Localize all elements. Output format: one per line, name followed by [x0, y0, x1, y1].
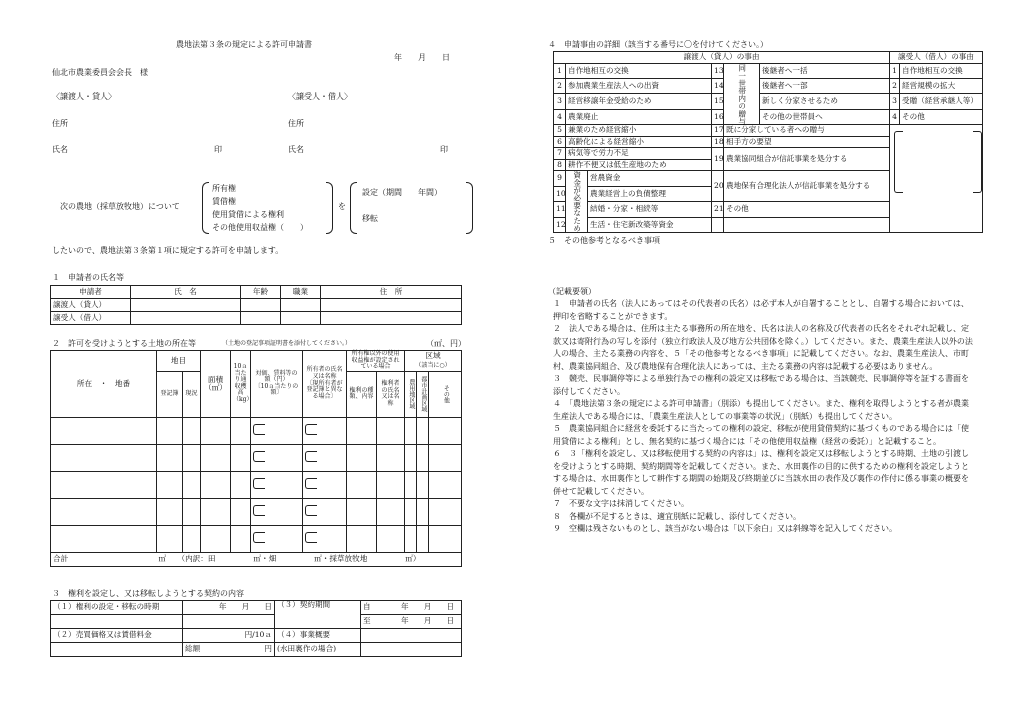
reason-text: 経営移譲年金受給のため: [566, 94, 712, 109]
rent-sub: 〔10ａ当たりの額〕: [254, 382, 299, 397]
cell[interactable]: [429, 417, 462, 444]
col-kind: 権利の種類、内容: [347, 371, 377, 417]
cell[interactable]: [157, 471, 183, 498]
col-applicant: 申請者: [51, 286, 131, 299]
cell[interactable]: [405, 525, 417, 552]
col-chimoku: 地目: [157, 351, 201, 372]
reason-text: 自作地相互の交換: [566, 63, 712, 78]
intro-text: 次の農地（採草放牧地）について: [60, 202, 180, 211]
total-label-cell: [51, 552, 157, 566]
reason-num: 11: [554, 202, 566, 217]
cell[interactable]: [183, 471, 201, 498]
cell[interactable]: [201, 471, 231, 498]
reason-text: 相手方の要望: [724, 136, 890, 148]
col-yield: 10ａ当たり通収穫高（kg）: [231, 351, 251, 418]
business-value[interactable]: [361, 629, 462, 643]
reason-text: 後継者へ一括: [760, 63, 890, 78]
cell[interactable]: [347, 471, 377, 498]
transferee-address-label: 住所: [288, 119, 304, 128]
transferor-name-label: 氏名: [52, 145, 68, 154]
transferee-label: 〈譲受人・借人〉: [288, 92, 352, 101]
reason-text: 兼業のため経営縮小: [566, 125, 712, 137]
left-brace: [202, 182, 209, 234]
section5-title: ５ その他参考となるべき事項: [548, 236, 660, 245]
col-city-zone: 都市計画区域: [417, 371, 429, 417]
cell[interactable]: [51, 417, 157, 444]
total-unit: ㎡: [158, 554, 167, 564]
cell[interactable]: [281, 312, 321, 325]
reason-num: 7: [554, 148, 566, 160]
reason-num: 2: [890, 78, 900, 93]
cell[interactable]: [429, 471, 462, 498]
other-box[interactable]: [890, 125, 983, 233]
notes-list: [553, 298, 973, 536]
cell[interactable]: [183, 417, 201, 444]
section2-unit: （㎡、円）: [426, 339, 466, 348]
note-item: ２ 法人である場合は、住所は主たる事務所の所在地を、氏名は法人の名称及び代表者の氏名をそれぞれ記載し、定款又は寄附行為の写しを添付（独立行政法人及び地方公共団体を除く。）してください。また、農業生産法人以外の法人の場合、主たる業務の内容を、５「その他参考となるべき事項」に記載してください。なお、農業生産法人、市町村、農業協同組合、及び農地保有合理化法人にあっては、主たる業務の内容は記載する必要はありません。: [553, 324, 973, 371]
reason-num: 1: [890, 63, 900, 78]
contract-table: [50, 600, 462, 657]
col-age: 年齢: [241, 286, 281, 299]
business-sub: (水田裏作の場合): [275, 643, 361, 657]
cell[interactable]: [251, 525, 303, 552]
reason-num: 18: [712, 136, 724, 148]
reason-num: 3: [554, 94, 566, 109]
reason-num: 20: [712, 171, 724, 202]
reason-text: その他: [900, 109, 983, 124]
note-item: ３ 競売、民事調停等による単独行為での権利の設定又は移転である場合は、当該競売、民事調停等を証する書面を添付してください。: [553, 374, 969, 396]
cell[interactable]: [429, 498, 462, 525]
reason-text: その他: [724, 202, 890, 217]
cell[interactable]: [183, 525, 201, 552]
right-type-4: その他使用収益権（ ）: [212, 223, 308, 232]
col-owner: [303, 351, 347, 418]
note-item: ８ 各欄が不足するときは、適宜別紙に記載し、添付してください。: [553, 511, 801, 521]
col-area-type: [405, 351, 462, 372]
cell[interactable]: [417, 471, 429, 498]
cell: [183, 615, 275, 629]
cell[interactable]: [417, 444, 429, 471]
cell[interactable]: [201, 444, 231, 471]
reason-num: 9: [554, 171, 566, 186]
notes-title: （記載要領）: [548, 287, 596, 296]
cell[interactable]: [347, 417, 377, 444]
other-bracket-right: [973, 131, 982, 193]
transferor-seal: 印: [214, 145, 222, 154]
reason-num: 8: [554, 159, 566, 171]
cell[interactable]: [231, 417, 251, 444]
cell[interactable]: [405, 498, 417, 525]
cell[interactable]: [51, 498, 157, 525]
cell[interactable]: [251, 471, 303, 498]
reason-text: 新しく分家させるため: [760, 94, 890, 109]
cell[interactable]: [405, 417, 417, 444]
cell[interactable]: [231, 498, 251, 525]
period-to[interactable]: 至 年 月 日: [361, 615, 462, 629]
section2-title: ２ 許可を受けようとする土地の所在等: [52, 339, 196, 348]
reason-text: 耕作不便又は低生産地のため: [566, 159, 712, 171]
section2-note: （土地の登記事項証明書を添付してください。）: [222, 340, 352, 347]
total-price-cell[interactable]: [183, 643, 275, 657]
reason-text: 農業協同組合が信託事業を処分する: [724, 148, 890, 171]
cell[interactable]: [201, 525, 231, 552]
left-brace-2: [350, 182, 357, 234]
reason-text: 結婚・分家・相続等: [588, 202, 712, 217]
date-label: 年 月 日: [394, 53, 450, 62]
cell[interactable]: [321, 312, 462, 325]
cell[interactable]: [201, 417, 231, 444]
reason-text: 既に分家している者への贈与: [724, 125, 890, 137]
reason-text: 農業廃止: [566, 109, 712, 124]
cell[interactable]: [183, 444, 201, 471]
col-area: 面積（㎡）: [201, 351, 231, 418]
reason-text: 営農資金: [588, 171, 712, 186]
total-breakdown: （内訳：田 ㎡・畑 ㎡・採草放牧地 ㎡）: [181, 554, 421, 564]
cell[interactable]: [377, 444, 405, 471]
cell[interactable]: [377, 525, 405, 552]
reason-num: 5: [554, 125, 566, 137]
cell[interactable]: [157, 498, 183, 525]
cell[interactable]: [417, 525, 429, 552]
row-transferor: 譲渡人（貸人）: [51, 299, 131, 312]
reason-num: 3: [890, 94, 900, 109]
reason-table: [553, 51, 983, 233]
reason-text: 高齢化による経営縮小: [566, 136, 712, 148]
mid-group-label: 同一世帯内の贈与: [724, 63, 760, 125]
fund-group-label: 資金が必要なため: [566, 171, 588, 233]
reason-text: 受贈（経営承継人等）: [900, 94, 983, 109]
price-label: （２）売買価格又は賃借料金: [51, 629, 183, 643]
cell[interactable]: [157, 417, 183, 444]
cell[interactable]: [231, 525, 251, 552]
reason-text: その他の世帯員へ: [760, 109, 890, 124]
row-transferee: 譲受人（借人）: [51, 312, 131, 325]
cell[interactable]: [281, 299, 321, 312]
reason-num: 6: [554, 136, 566, 148]
act-setting: 設定（期間 年間）: [362, 188, 442, 197]
cell[interactable]: [183, 498, 201, 525]
applicant-table: [50, 285, 462, 325]
land-table: [50, 350, 462, 567]
reason-text: 農地保有合理化法人が信託事業を処分する: [724, 171, 890, 202]
other-bracket-left: [894, 131, 903, 193]
col-farmland-zone: 農用地区域: [405, 371, 417, 417]
business-label: （４）事業概要: [275, 629, 361, 643]
wo-text: を: [338, 202, 346, 211]
reason-num: 21: [712, 202, 724, 217]
reason-num: 17: [712, 125, 724, 137]
note-item: ４ 「農地法第３条の規定による許可申請書」（別添）も提出してください。また、権利を取得しようとする者が農業生産法人である場合には、「農業生産法人としての事業等の状況」（別紙）も提出してください。: [553, 399, 969, 421]
reason-text: 経営規模の拡大: [900, 78, 983, 93]
cell[interactable]: [417, 498, 429, 525]
owner-sub: 〔現所有者が登記簿と異なる場合〕: [306, 379, 343, 400]
transferor-label: 〈譲渡人・貸人〉: [52, 92, 116, 101]
right-header: 譲受人（借人）の事由: [890, 52, 983, 64]
col-address: 住 所: [321, 286, 462, 299]
cell[interactable]: [377, 417, 405, 444]
col-location: 所在 ・ 地番: [51, 351, 157, 418]
cell[interactable]: [201, 498, 231, 525]
reason-num: 12: [554, 217, 566, 232]
col-name: 氏 名: [131, 286, 241, 299]
total-label: 合計: [53, 554, 69, 564]
cell[interactable]: [321, 299, 462, 312]
cell[interactable]: [51, 471, 157, 498]
reason-num: 10: [554, 186, 566, 201]
transferee-seal: 印: [440, 145, 448, 154]
cell[interactable]: [241, 312, 281, 325]
cell: [51, 643, 183, 657]
cell[interactable]: [251, 417, 303, 444]
cell[interactable]: [157, 525, 183, 552]
total-price-unit: 円: [264, 644, 272, 654]
cell[interactable]: [347, 498, 377, 525]
cell[interactable]: [361, 643, 462, 657]
timing-value[interactable]: 年 月 日: [183, 601, 275, 615]
note-item: ９ 空欄は残さないものとし、該当がない場合は「以下余白」又は斜線等を記入してください。: [553, 524, 897, 533]
cell[interactable]: [131, 312, 241, 325]
timing-label: （１）権利の設定・移転の時期: [51, 601, 183, 615]
reason-num: 13: [712, 63, 724, 78]
reason-num: 14: [712, 78, 724, 93]
cell[interactable]: [429, 444, 462, 471]
cell[interactable]: [251, 498, 303, 525]
reason-text: 農業経営上の負債整理: [588, 186, 712, 201]
section1-title: １ 申請者の氏名等: [52, 273, 124, 282]
note-item: ５ 農業協同組合に経営を委託するに当たっての権利の設定、移転が使用貸借契約に基づくものである場合には「使用貸借による権利」とし、無名契約に基づく場合には「その他使用収益権（経営の委託）」と記載すること。: [553, 424, 969, 446]
col-genkyo: 現況: [183, 371, 201, 417]
cell[interactable]: [251, 444, 303, 471]
cell[interactable]: [405, 444, 417, 471]
col-rent: [251, 351, 303, 418]
reason-num: 4: [554, 109, 566, 124]
right-type-3: 使用貸借による権利: [212, 210, 284, 219]
section3-title: ３ 権利を設定し、又は移転しようとする契約の内容: [52, 589, 244, 598]
reason-num: 15: [712, 94, 724, 109]
rent-label: 対価、賃料等の額（円）: [255, 369, 298, 384]
addressee: 仙北市農業委員会会長 様: [52, 68, 148, 77]
cell[interactable]: [241, 299, 281, 312]
cell: [51, 615, 183, 629]
cell[interactable]: [303, 444, 347, 471]
cell[interactable]: [231, 471, 251, 498]
cell[interactable]: [51, 525, 157, 552]
owner-label: 所有者の氏名又は名称: [306, 366, 343, 380]
cell[interactable]: [231, 444, 251, 471]
total-price-label: 総額: [185, 644, 201, 654]
reason-text: 病気等で労力不足: [566, 148, 712, 160]
price-per-10a[interactable]: 円/10ａ: [183, 629, 275, 643]
cell[interactable]: [405, 471, 417, 498]
reason-text: 後継者へ一部: [760, 78, 890, 93]
col-job: 職業: [281, 286, 321, 299]
cell[interactable]: [157, 444, 183, 471]
note-item: ７ 不要な文字は抹消してください。: [553, 499, 689, 508]
cell[interactable]: [303, 525, 347, 552]
reason-text: 参加農業生産法人への出資: [566, 78, 712, 93]
col-other-rights: 所有権以外の使用収益権が設定されている場合: [347, 351, 405, 372]
cell[interactable]: [417, 417, 429, 444]
section4-title: ４ 申請事由の詳細（該当する番号に〇を付けてください。）: [548, 40, 768, 49]
period-from[interactable]: 自 年 月 日: [361, 601, 462, 615]
right-brace: [326, 182, 333, 234]
total-cell: [157, 552, 462, 566]
cell[interactable]: [377, 471, 405, 498]
reason-text: 生活・住宅新改築等資金: [588, 217, 712, 232]
col-other-zone: その他: [429, 371, 462, 417]
reason-num: 2: [554, 78, 566, 93]
reason-num: 19: [712, 148, 724, 171]
cell[interactable]: [131, 299, 241, 312]
cell[interactable]: [347, 525, 377, 552]
cell[interactable]: [51, 444, 157, 471]
right-type-2: 賃借権: [212, 197, 236, 206]
cell[interactable]: [303, 498, 347, 525]
left-header: 譲渡人（貸人）の事由: [554, 52, 890, 64]
cell: [712, 217, 724, 232]
cell[interactable]: [429, 525, 462, 552]
cell[interactable]: [303, 417, 347, 444]
col-holder: 権利者の氏名又は名称: [377, 371, 405, 417]
right-brace-2: [466, 182, 473, 234]
note-item: ６ ３「権利を設定し、又は移転使用する契約の内容は」は、権利を設定又は移転しようとする時期、土地の引渡しを受けようとする時期、契約期間等を記載してください。また、水田裏作の目的に供するための権利を設定しようとする場合は、水田裏作として耕作する期間の始期及び終期並びに当該水田の表作及び裏作の作付に係る事業の概要を併せて記載してください。: [553, 449, 969, 496]
act-transfer: 移転: [362, 214, 378, 223]
transferor-address-label: 住所: [52, 119, 68, 128]
cell[interactable]: [377, 498, 405, 525]
reason-text: 自作地相互の交換: [900, 63, 983, 78]
transferee-name-label: 氏名: [288, 145, 304, 154]
note-item: １ 申請者の氏名（法人にあってはその代表者の氏名）は必ず本人が自署することとし、自署する場合においては、押印を省略することができます。: [553, 299, 969, 321]
reason-num: 1: [554, 63, 566, 78]
area-type-sub: （該当に○）: [415, 361, 451, 369]
right-type-1: 所有権: [212, 184, 236, 193]
cell: [724, 217, 890, 232]
col-toki: 登記簿: [157, 371, 183, 417]
apply-text: したいので、農地法第３条第１項に規定する許可を申請します。: [52, 246, 284, 255]
reason-num: 4: [890, 109, 900, 124]
page-title: 農地法第３条の規定による許可申請書: [176, 40, 312, 49]
reason-num: 16: [712, 109, 724, 124]
cell[interactable]: [347, 444, 377, 471]
period-label: （３）契約期間: [275, 601, 361, 629]
area-type-label: 区域: [425, 351, 441, 361]
cell[interactable]: [303, 471, 347, 498]
